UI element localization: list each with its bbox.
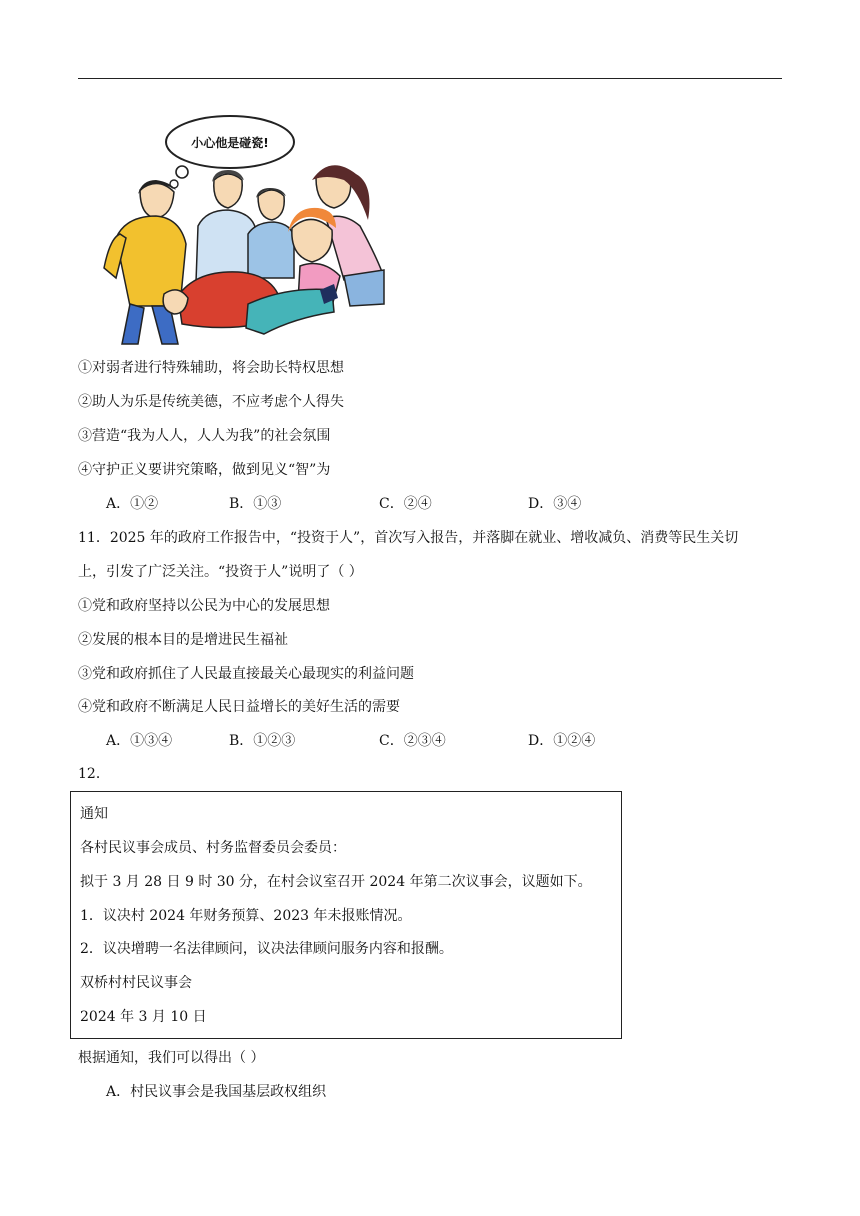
q11-statement-3: ③党和政府抓住了人民最直接最关心最现实的利益问题 <box>78 666 414 682</box>
figure-yellow-man <box>104 180 186 344</box>
figure-boy <box>248 188 294 278</box>
q10-option-d[interactable]: D．③④ <box>528 496 582 512</box>
q10-statement-4: ④守护正义要讲究策略，做到见义“智”为 <box>78 462 331 478</box>
q10-statement-2: ②助人为乐是传统美德，不应考虑个人得失 <box>78 394 344 410</box>
notice-body: 拟于 3 月 28 日 9 时 30 分，在村会议室召开 2024 年第二次议事会，议题如下。 <box>80 874 592 890</box>
q11-stem-line2: 上，引发了广泛关注。“投资于人”说明了（ ） <box>78 564 363 580</box>
q10-option-c[interactable]: C．②④ <box>379 496 432 512</box>
q11-option-d[interactable]: D．①②④ <box>528 733 596 749</box>
notice-date: 2024 年 3 月 10 日 <box>80 1009 207 1025</box>
notice-agenda-1: 1．议决村 2024 年财务预算、2023 年未报账情况。 <box>80 908 412 924</box>
q11-option-b[interactable]: B．①②③ <box>229 733 296 749</box>
q11-statement-1: ①党和政府坚持以公民为中心的发展思想 <box>78 598 330 614</box>
q12-question: 根据通知，我们可以得出（ ） <box>78 1050 265 1066</box>
q11-stem-line1: 11．2025 年的政府工作报告中，“投资于人”，首次写入报告，并落脚在就业、增收减负、消费等民生关切 <box>78 530 739 546</box>
notice-box <box>70 791 622 1039</box>
q11-option-a[interactable]: A．①③④ <box>106 733 173 749</box>
q10-option-b[interactable]: B．①③ <box>229 496 282 512</box>
q11-option-c[interactable]: C．②③④ <box>379 733 446 749</box>
notice-title: 通知 <box>80 806 108 822</box>
q11-statement-4: ④党和政府不断满足人民日益增长的美好生活的需要 <box>78 699 400 715</box>
notice-recipients: 各村民议事会成员、村务监督委员会委员： <box>80 840 346 856</box>
notice-signature: 双桥村村民议事会 <box>80 975 192 991</box>
speech-bubble-text: 小心他是碰瓷! <box>191 136 269 150</box>
cartoon-illustration <box>94 108 394 346</box>
q10-statement-1: ①对弱者进行特殊辅助，将会助长特权思想 <box>78 360 344 376</box>
notice-agenda-2: 2．议决增聘一名法律顾问，议决法律顾问服务内容和报酬。 <box>80 941 453 957</box>
q10-option-a[interactable]: A．①② <box>106 496 159 512</box>
q11-statement-2: ②发展的根本目的是增进民生福祉 <box>78 632 288 648</box>
q12-number: 12． <box>78 766 110 782</box>
q10-statement-3: ③营造“我为人人，人人为我”的社会氛围 <box>78 428 331 444</box>
header-rule <box>78 78 782 79</box>
q12-option-a[interactable]: A．村民议事会是我国基层政权组织 <box>106 1084 327 1100</box>
